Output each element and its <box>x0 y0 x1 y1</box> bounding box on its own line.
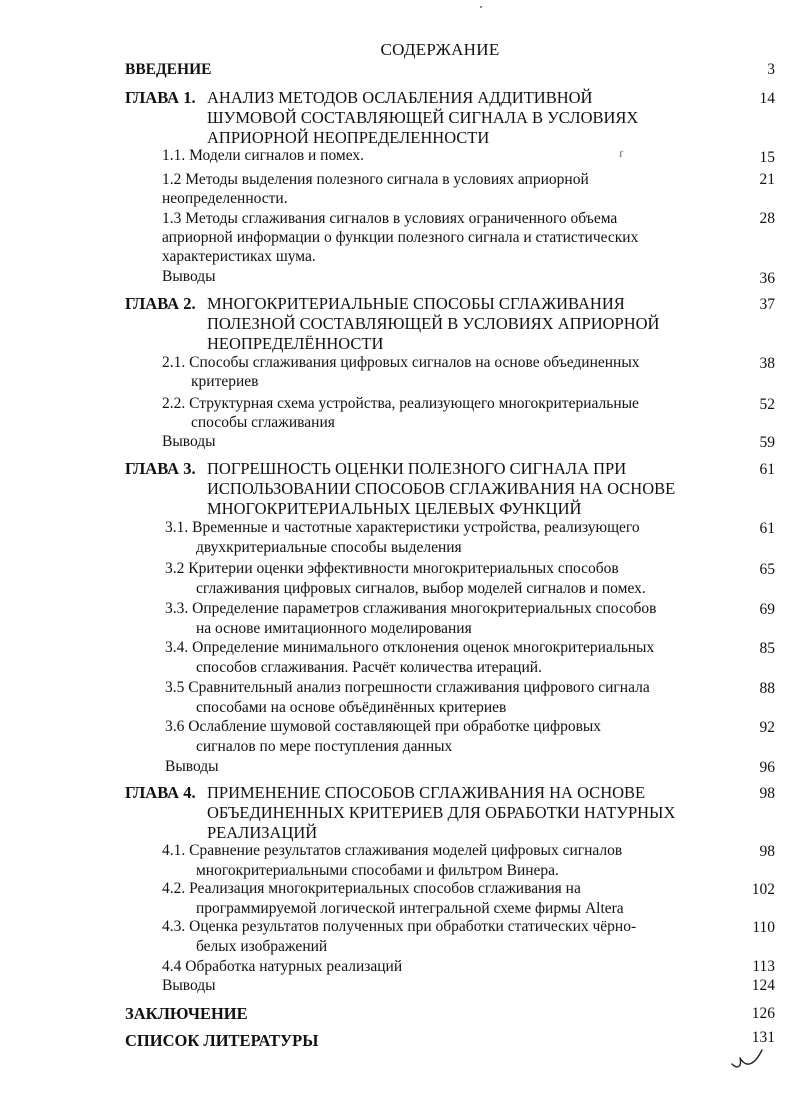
toc-page-number: 65 <box>759 561 775 578</box>
toc-page-number: 85 <box>759 640 775 657</box>
toc-page-number: 113 <box>752 958 775 975</box>
chapter-label: ГЛАВА 3. <box>125 459 196 478</box>
toc-entry-title: ВВЕДЕНИЕ <box>125 61 212 78</box>
section-title-line: сглаживания цифровых сигналов, выбор моделей сигналов и помех. <box>196 580 646 597</box>
chapter-title-line: МНОГОКРИТЕРИАЛЬНЫЕ СПОСОБЫ СГЛАЖИВАНИЯ <box>207 294 625 313</box>
toc-page-number: 96 <box>759 759 775 776</box>
toc-page-number: 92 <box>759 719 775 736</box>
section-title-line: Выводы <box>162 433 216 450</box>
toc-page-number: 52 <box>759 396 775 413</box>
section-title-line: априорной информации о функции полезного сигнала и статистических <box>162 229 639 246</box>
toc-page-number: 131 <box>751 1029 775 1046</box>
section-title-line: 3.6 Ослабление шумовой составляющей при обработке цифровых <box>165 718 602 735</box>
toc-page-number: 15 <box>759 149 775 166</box>
chapter-title-line: ОБЪЕДИНЕННЫХ КРИТЕРИЕВ ДЛЯ ОБРАБОТКИ НАТУРНЫХ <box>207 803 676 822</box>
toc-page-number: 69 <box>759 601 775 618</box>
chapter-title-line: АНАЛИЗ МЕТОДОВ ОСЛАБЛЕНИЯ АДДИТИВНОЙ <box>207 88 593 107</box>
section-title-line: 3.5 Сравнительный анализ погрешности сглаживания цифрового сигнала <box>165 679 650 696</box>
section-title-line: Выводы <box>162 977 216 994</box>
section-title-line: неопределенности. <box>162 190 288 207</box>
section-title-line: критериев <box>191 373 259 390</box>
toc-entry-title: СПИСОК ЛИТЕРАТУРЫ <box>125 1031 319 1050</box>
scan-speck <box>480 6 482 8</box>
toc-page-number: 124 <box>751 977 775 994</box>
chapter-title-line: ШУМОВОЙ СОСТАВЛЯЮЩЕЙ СИГНАЛА В УСЛОВИЯХ <box>207 108 639 127</box>
chapter-label: ГЛАВА 1. <box>125 88 196 107</box>
section-title-line: 1.1. Модели сигналов и помех. <box>162 147 365 164</box>
section-title-line: 3.1. Временные и частотные характеристики устройства, реализующего <box>165 519 640 536</box>
chapter-title-line: НЕОПРЕДЕЛЁННОСТИ <box>207 334 384 353</box>
section-title-line: Выводы <box>162 268 216 285</box>
section-title-line: 3.2 Критерии оценки эффективности многокритериальных способов <box>165 560 619 577</box>
section-title-line: способов сглаживания. Расчёт количества итераций. <box>196 659 542 676</box>
toc-page-number: 88 <box>759 680 775 697</box>
toc-page-number: 14 <box>759 90 775 107</box>
toc-page-number: 61 <box>759 520 775 537</box>
chapter-title-line: ПОГРЕШНОСТЬ ОЦЕНКИ ПОЛЕЗНОГО СИГНАЛА ПРИ <box>207 459 627 478</box>
toc-page-number: 59 <box>759 434 775 451</box>
chapter-title-line: ПРИМЕНЕНИЕ СПОСОБОВ СГЛАЖИВАНИЯ НА ОСНОВЕ <box>207 783 646 802</box>
chapter-title-line: ПОЛЕЗНОЙ СОСТАВЛЯЮЩЕЙ В УСЛОВИЯХ АПРИОРНОЙ <box>207 314 660 333</box>
section-title-line: характеристиках шума. <box>162 248 316 265</box>
toc-page-number: 102 <box>751 881 775 898</box>
toc-page-number: 126 <box>751 1005 775 1022</box>
chapter-label: ГЛАВА 2. <box>125 294 196 313</box>
section-title-line: 3.4. Определение минимального отклонения оценок многокритериальных <box>165 639 655 656</box>
toc-page-number: 3 <box>767 61 775 78</box>
section-title-line: сигналов по мере поступления данных <box>196 738 453 755</box>
section-title-line: Выводы <box>165 758 219 775</box>
section-title-line: 1.2 Методы выделения полезного сигнала в условиях априорной <box>162 171 589 188</box>
toc-page-number: 36 <box>759 270 775 287</box>
page-title: СОДЕРЖАНИЕ <box>380 40 500 59</box>
section-title-line: 4.1. Сравнение результатов сглаживания моделей цифровых сигналов <box>162 842 623 859</box>
section-title-line: 4.2. Реализация многокритериальных способов сглаживания на <box>162 880 581 897</box>
handwritten-signature <box>728 1044 768 1074</box>
chapter-title-line: РЕАЛИЗАЦИЙ <box>207 823 318 842</box>
toc-entry-title: ЗАКЛЮЧЕНИЕ <box>125 1004 248 1023</box>
section-title-line: 2.2. Структурная схема устройства, реализующего многокритериальные <box>162 395 639 412</box>
section-title-line: 2.1. Способы сглаживания цифровых сигналов на основе объединенных <box>162 354 640 371</box>
toc-page-number: 28 <box>759 210 775 227</box>
section-title-line: 1.3 Методы сглаживания сигналов в условиях ограниченного объема <box>162 210 618 227</box>
toc-page-number: 110 <box>752 919 775 936</box>
section-title-line: способами на основе объёдинённых критериев <box>196 699 507 716</box>
section-title-line: многокритериальными способами и фильтром Винера. <box>196 862 559 879</box>
section-title-line: 4.3. Оценка результатов полученных при обработки статических чёрно- <box>162 918 637 935</box>
toc-page-number: 38 <box>759 355 775 372</box>
section-title-line: белых изображений <box>196 938 328 955</box>
toc-page-number: 98 <box>759 843 775 860</box>
chapter-title-line: МНОГОКРИТЕРИАЛЬНЫХ ЦЕЛЕВЫХ ФУНКЦИЙ <box>207 499 582 518</box>
chapter-title-line: ИСПОЛЬЗОВАНИИ СПОСОБОВ СГЛАЖИВАНИЯ НА ОСНОВЕ <box>207 479 676 498</box>
section-title-line: программируемой логической интегральной схеме фирмы Altera <box>196 900 624 917</box>
section-title-line: 4.4 Обработка натурных реализаций <box>162 958 403 975</box>
toc-page-number: 37 <box>759 296 775 313</box>
section-title-line: двухкритериальные способы выделения <box>196 539 462 556</box>
scan-mark: ґ <box>619 146 624 160</box>
chapter-title-line: АПРИОРНОЙ НЕОПРЕДЕЛЕННОСТИ <box>207 128 490 147</box>
section-title-line: способы сглаживания <box>191 414 335 431</box>
chapter-label: ГЛАВА 4. <box>125 783 196 802</box>
toc-page-number: 98 <box>759 785 775 802</box>
section-title-line: 3.3. Определение параметров сглаживания многокритериальных способов <box>165 600 657 617</box>
section-title-line: на основе имитационного моделирования <box>196 620 472 637</box>
toc-page-number: 21 <box>759 171 775 188</box>
toc-page-number: 61 <box>759 461 775 478</box>
